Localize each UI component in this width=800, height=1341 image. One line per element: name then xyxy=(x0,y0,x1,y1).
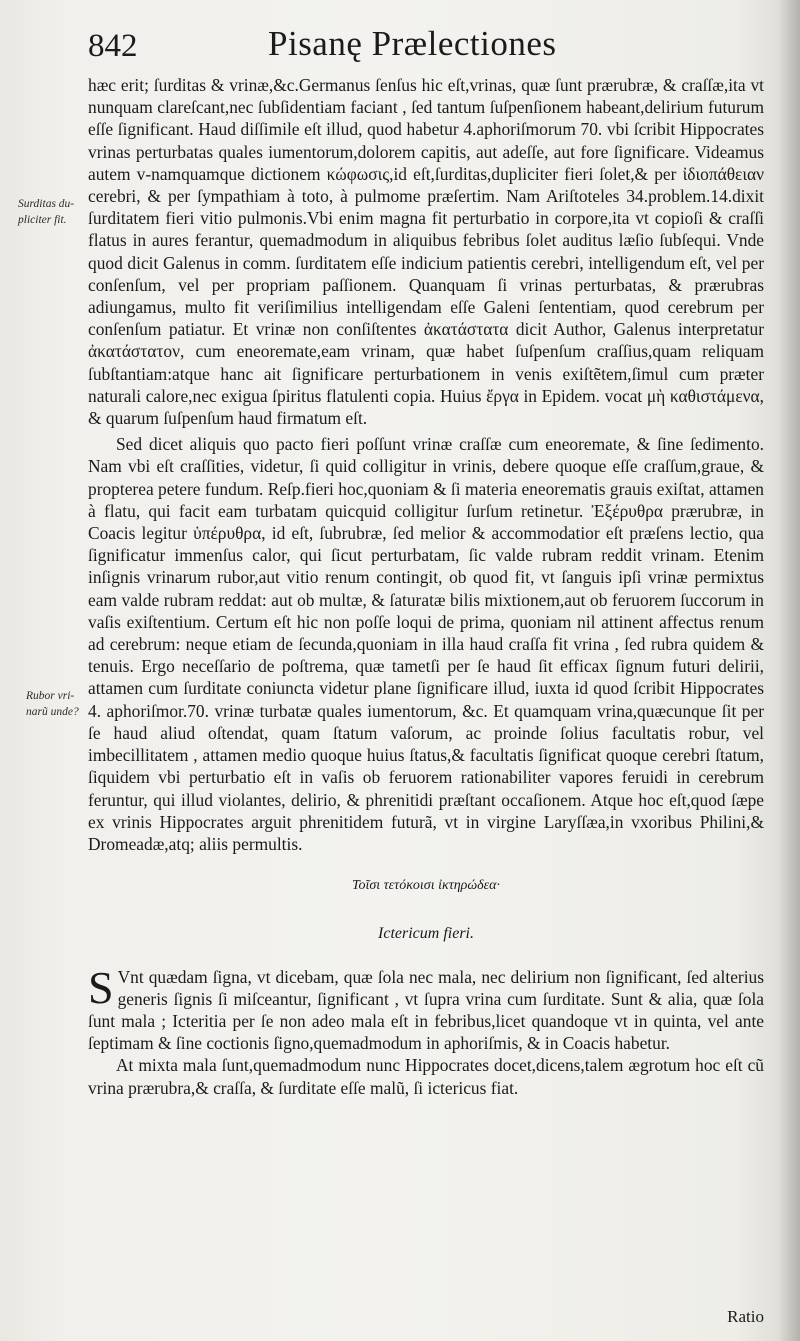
main-text xyxy=(88,74,764,1099)
drop-cap: S xyxy=(88,961,114,1013)
page-header xyxy=(88,22,768,74)
paragraph-1: hæc erit; ſurditas & vrinæ,&c.Germanus ſenſus hic eſt,vrinas, quæ ſunt prærubræ, & craſſæ,ita vt nunquam clareſcant,nec ſubſidentiam faciant , ſed tantum ſuſpenſionem habeant,delirium futurum eſſe ſignificant. Haud diſſimile eſt illud, quod habetur 4.aphoriſmorum 70. vbi ſcribit Hippocrates vrinas perturbatas quales iumentorum,dolorem capitis, aut adeſſe, aut fore ſignificare. Videamus autem v-namquamque dictionem κώφωσις,id eſt,ſurditas,dupliciter fieri ſolet,& per ἰδιοπάθειαν cerebri, & per ſympathiam à toto, à pulmome præſertim. Nam Ariſtoteles 34.problem.14.dixit ſurditatem fieri vitio pulmonis.Vbi enim magna fit perturbatio in corpore,ita vt copioſi & craſſi flatus in aures ferantur, quemadmodum in aliquibus febribus ſolet auditus læſio ſubſequi. Vnde quod dicit Galenus in comm. ſurditatem eſſe indicium patientis cerebri, intelligendum eſt, vel per conſenſum, vel per propriam paſſionem. Quanquam ſi vrinas perturbatas, & prærubras adiungamus, multo fit veriſimilius intelligendam eſſe Galeni ſententiam, quod cerebrum per conſenſum patiatur. Et vrinæ non conſiſtentes ἀκατάστατα dicit Author, Galenus interpretatur ἀκατάστατον, cum eneoremate,eam vrinam, quæ habet ſuſpenſum craſſius,quam reliquam ſubſtantiam:atque hanc ait ſignificare perturbationem in venis exiſtẽtem,ſimul cum præter naturali calore,nec exigua ſpiritus flatulenti copia. Huius ἔργα in Epidem. vocat μὴ καθιστάμενα, & quarum ſuſpenſum haud firmatum eſt. xyxy=(88,75,764,429)
paragraph-3-text: Vnt quædam ſigna, vt dicebam, quæ ſola nec mala, nec delirium non ſignificant, ſed alterius generis ſignis ſi miſceantur, ſignificant , vt ſupra vrina cum ſurditate. Sunt & alia, quæ ſola ſunt mala ; Icteritia per ſe non adeo mala eſt in febribus,licet quandoque vt in quinta, vel ante ſeptimam & ſine coctionis ſigno,quemadmodum in aphoriſmis, & in Coacis habetur. xyxy=(88,966,764,1054)
page-number: 842 xyxy=(88,28,138,64)
paragraph-4: At mixta mala ſunt,quemadmodum nunc Hippocrates docet,dicens,talem ægrotum hoc eſt cũ vrina prærubra,& craſſa, & ſurditate eſſe malũ, ſi ictericus fiat. xyxy=(88,1055,764,1098)
greek-lemma: Τοῖσι τετόκοισι ἰκτηρώδεα· xyxy=(351,878,501,894)
margin-note-surditas: Surditas du-pliciter fit. xyxy=(18,198,75,226)
catchword: Ratio xyxy=(727,1307,764,1326)
lemma-translation: Ictericum fieri. xyxy=(378,925,474,943)
paragraph-2: Sed dicet aliquis quo pacto fieri poſſunt vrinæ craſſæ cum eneoremate, & ſine ſedimento. Nam vbi eſt craſſities, videtur, ſi quid colligitur in vrinis, debere quoque eſſe craſſum,graue, & propterea petere fundum. Reſp.fieri hoc,quoniam & ſi materia eneorematis grauis exiſtat, attamen à flatu, qui facit eam turbatam quicquid colligitur ſurſum retinetur. Ἐξέρυθρα prærubræ, in Coacis legitur ὑπέρυθρα, id eſt, ſubrubræ, ſed melior & accommodatior eſt præſens lectio, qua ſignificatur immenſus calor, qui ſicut perturbatam, ſic valde rubram reddit vrinam. Etenim inſignis vrinarum rubor,aut vitio renum contingit, ob quod fit, vt ſanguis ipſi vrinæ permixtus eam valde rubram reddat: aut ob multæ, & ſaturatæ bilis mixtionem,aut ob feruorem ſuccorum in vaſis exiſtentium. Certum eſt hic non poſſe loqui de prima, quoniam nil attinent affectus renum ad cerebrum: neque etiam de ſecunda,quoniam in illa haud craſſa fit vrina , ſed rubra quidem & tenuis. Ergo neceſſario de poſtrema, quæ tametſi per ſe haud ſit efficax ſignum futuri delirii, attamen cum ſurditate coniuncta videtur plane ſignificare illud, iuxta id quod ſcribit Hippocrates 4. aphoriſmor.70. vrinæ turbatæ quales iumentorum, &c. Et quamquam vrina,quæcunque ſit per ſe haud aliud oſtendat, quam ſtatum vaſorum, ac proinde ſolius facultatis robur, vel imbecillitatem , attamen medio quoque huius ſtatus,& facultatis ſignificat quoque cerebri ſtatum, ſiquidem vbi perturbatio eſt in vaſis ob feruorem rationabiliter vapores feruidi in cerebrum feruntur, qui illud violantes, delirio, & phrenitidi præſtant occaſionem. Atque hoc eſt,quod ſæpe ex vrinis Hippocrates arguit phrenitidem futurã, vt in virgine Laryſſæa,in vxoribus Philini,& Dromeadæ,atq; aliis permultis. xyxy=(88,434,764,854)
running-title: Pisanę Prælectiones xyxy=(268,24,557,63)
page-gutter-shadow xyxy=(778,0,800,1341)
margin-note-rubor: Rubor vri-narũ unde? xyxy=(26,690,79,718)
paragraph-3 xyxy=(88,961,764,1055)
